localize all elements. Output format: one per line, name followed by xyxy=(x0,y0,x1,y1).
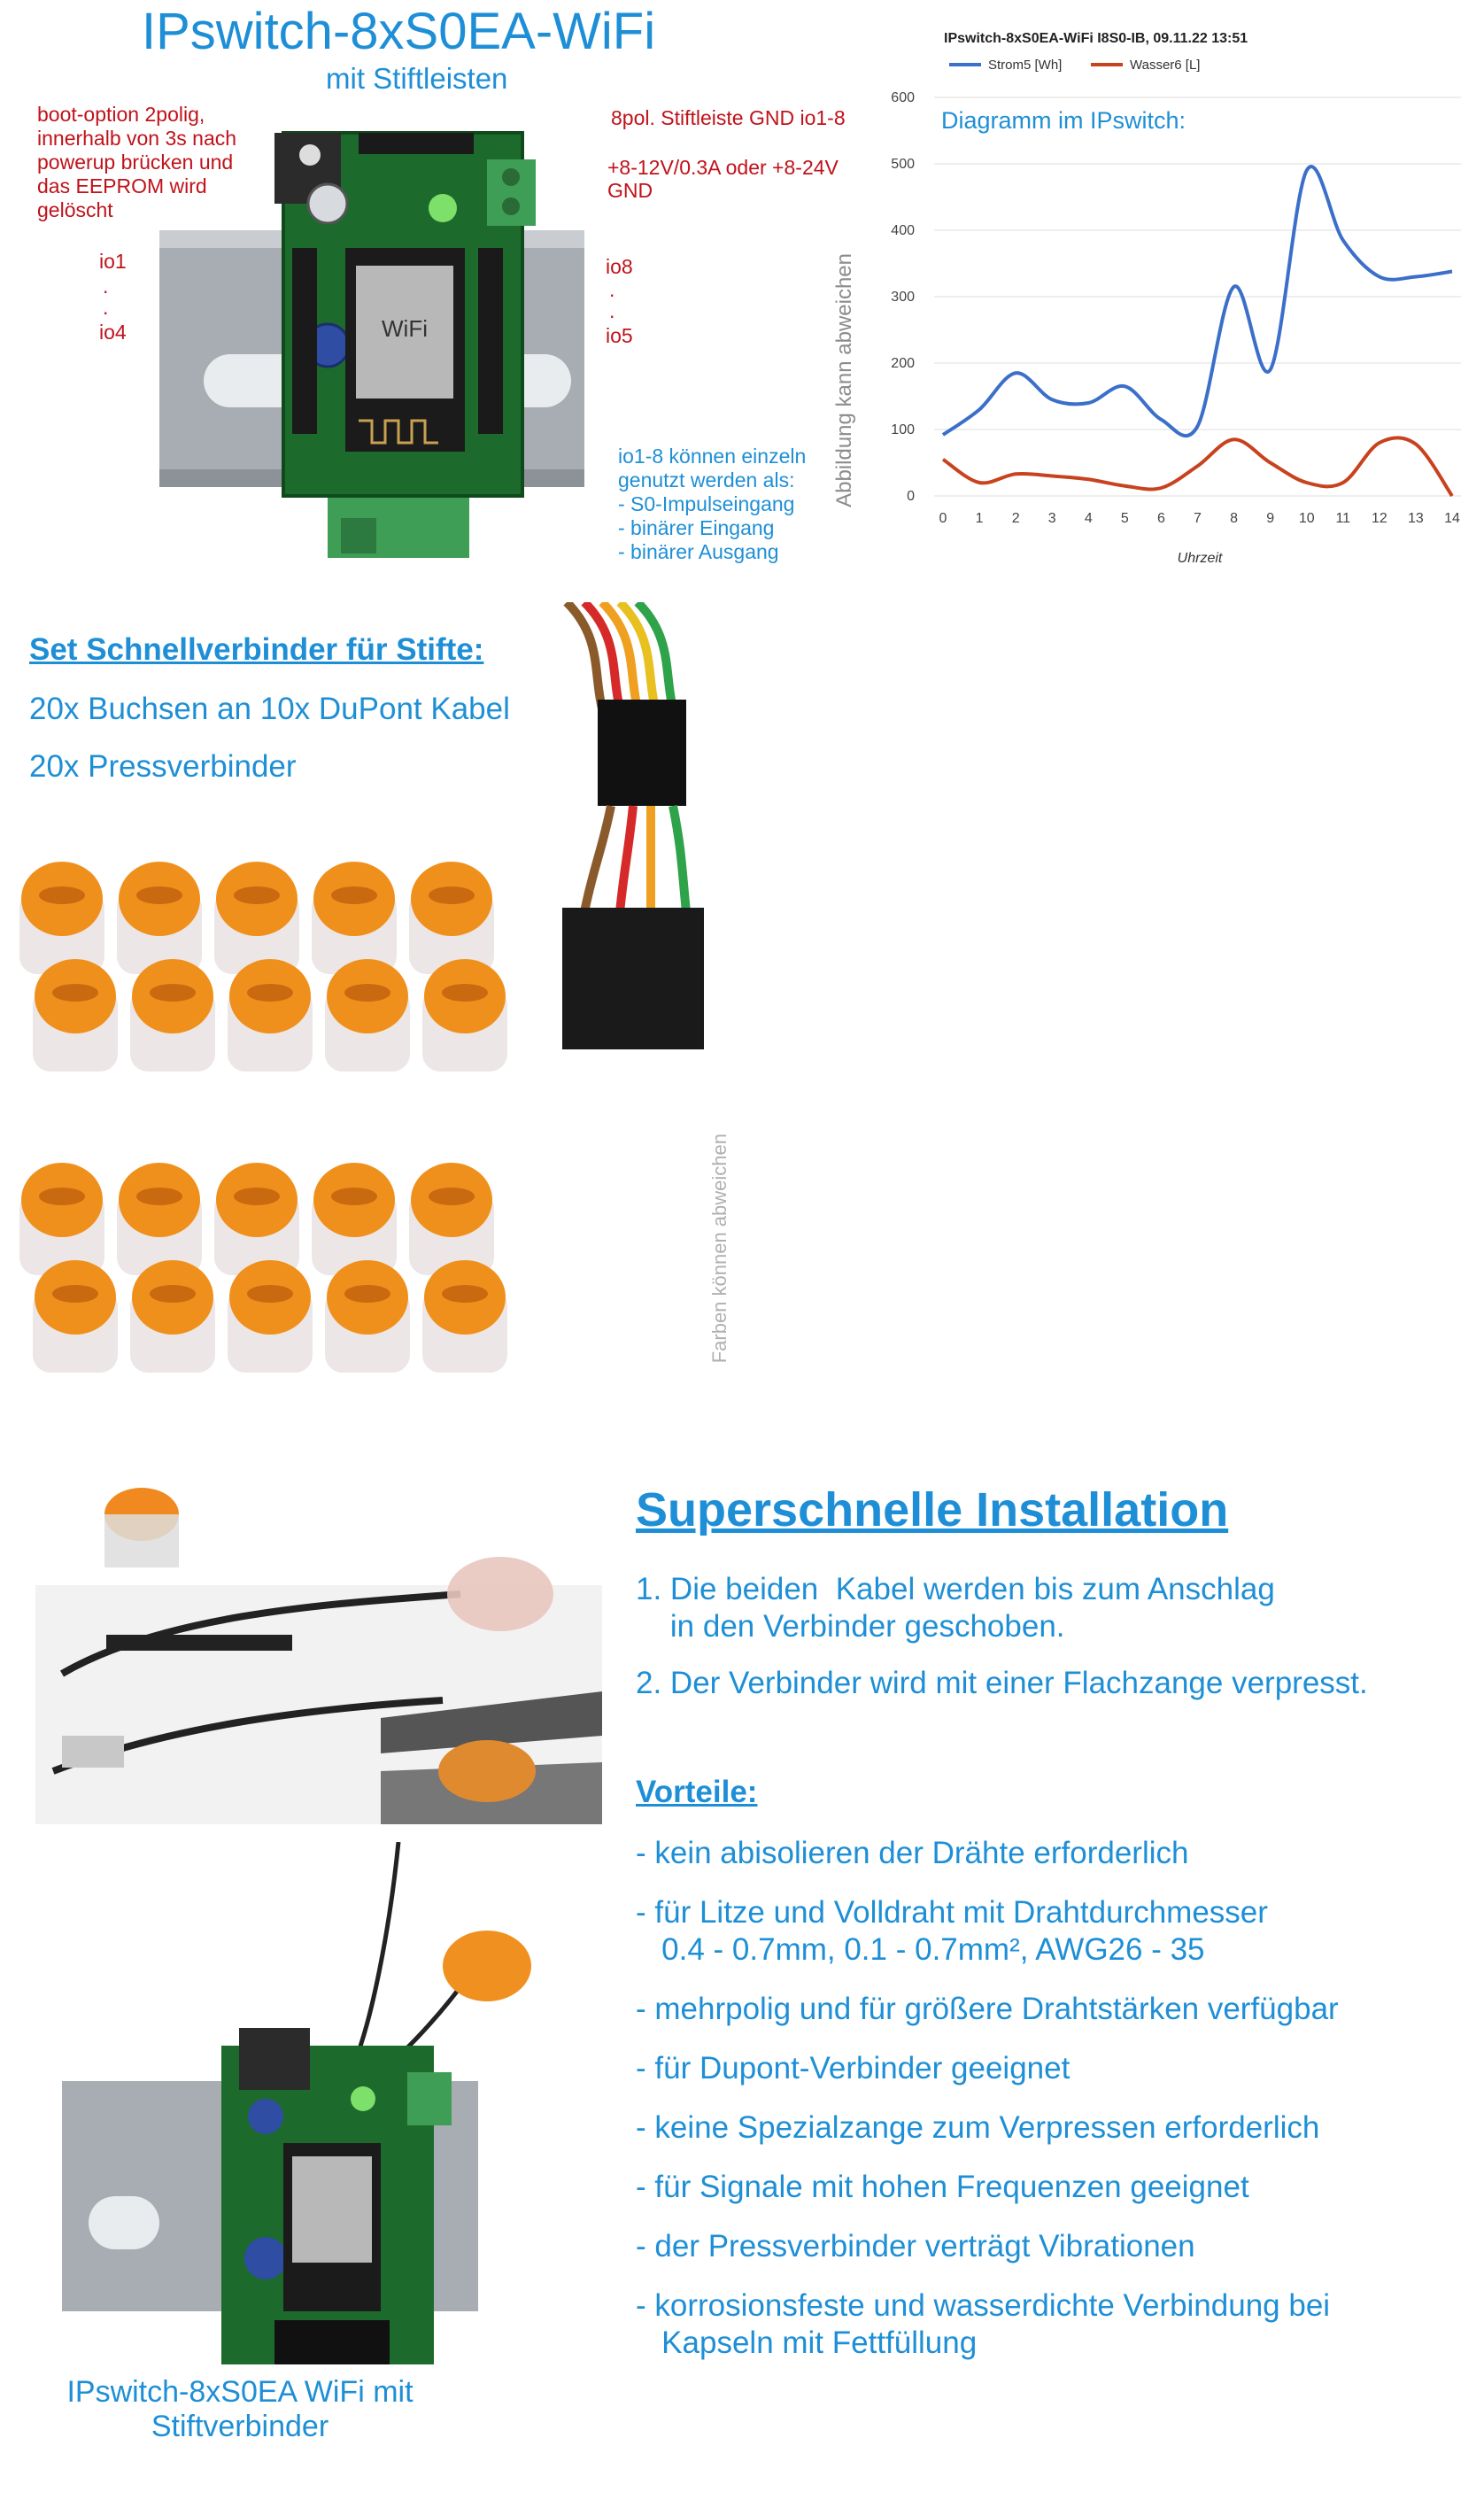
press-connector xyxy=(312,1163,397,1275)
press-connector xyxy=(130,959,215,1072)
colors-may-differ-note: Farben können abweichen xyxy=(708,1134,730,1364)
press-connector xyxy=(325,959,410,1072)
series-line xyxy=(943,437,1452,496)
press-connector xyxy=(422,1260,507,1373)
x-axis xyxy=(939,511,1460,526)
advantage-item: Kapseln mit Fettfüllung xyxy=(636,2325,978,2360)
io5-label: io5 xyxy=(606,324,633,347)
chart-title: IPswitch-8xS0EA-WiFi I8S0-IB, 09.11.22 13:51 xyxy=(944,31,1248,46)
press-connector xyxy=(33,1260,118,1373)
x-tick-label: 5 xyxy=(1120,511,1129,526)
legend-entry: Wasser6 [L] xyxy=(1130,58,1201,73)
advantage-item: - keine Spezialzange zum Verpressen erforderlich xyxy=(636,2110,1320,2145)
press-connector xyxy=(19,862,104,974)
product-title: IPswitch-8xS0EA-WiFi xyxy=(142,3,656,60)
device-photo xyxy=(151,115,611,567)
annotation-line: das EEPROM wird xyxy=(37,174,207,197)
press-connector xyxy=(19,1163,104,1275)
press-connector xyxy=(312,862,397,974)
install-step: in den Verbinder geschoben. xyxy=(636,1609,1065,1644)
press-connector xyxy=(130,1260,215,1373)
press-connector xyxy=(214,862,299,974)
chart-series xyxy=(943,166,1452,496)
x-tick-label: 3 xyxy=(1047,511,1056,526)
device-with-connector-photo xyxy=(53,1842,549,2373)
advantage-item: - für Signale mit hohen Frequenzen geeignet xyxy=(636,2170,1249,2204)
product-subtitle: mit Stiftleisten xyxy=(326,62,508,95)
x-tick-label: 8 xyxy=(1230,511,1239,526)
io-dot: . xyxy=(103,275,109,298)
x-axis-label: Uhrzeit xyxy=(1177,551,1223,566)
press-connector xyxy=(228,1260,313,1373)
io-usage-note xyxy=(618,445,806,564)
annotation-line: gelöscht xyxy=(37,198,113,221)
install-step: 1. Die beiden Kabel werden bis zum Anschlag xyxy=(636,1572,1275,1606)
x-tick-label: 0 xyxy=(939,511,947,526)
x-tick-label: 2 xyxy=(1011,511,1020,526)
advantage-item: - kein abisolieren der Drähte erforderlich xyxy=(636,1836,1189,1870)
line-chart xyxy=(850,18,1470,584)
usage-line: genutzt werden als: xyxy=(618,468,795,491)
x-tick-label: 11 xyxy=(1335,511,1351,526)
io-dot: . xyxy=(609,278,615,301)
x-tick-label: 10 xyxy=(1298,511,1315,526)
x-tick-label: 7 xyxy=(1194,511,1202,526)
press-connector xyxy=(422,959,507,1072)
caption-line: Stiftverbinder xyxy=(151,2410,329,2443)
press-connectors-photo xyxy=(18,832,531,1098)
set-line-connectors: 20x Pressverbinder xyxy=(29,749,297,784)
header-annotation: 8pol. Stiftleiste GND io1-8 xyxy=(611,106,846,129)
advantage-item: - für Dupont-Verbinder geeignet xyxy=(636,2051,1070,2086)
usage-line: - S0-Impulseingang xyxy=(618,492,795,515)
x-tick-label: 12 xyxy=(1371,511,1387,526)
press-connector xyxy=(117,1163,202,1275)
x-tick-label: 14 xyxy=(1444,511,1460,526)
usage-line: io1-8 können einzeln xyxy=(618,445,807,468)
x-tick-label: 13 xyxy=(1408,511,1424,526)
io-dot: . xyxy=(103,296,109,319)
y-tick-label: 100 xyxy=(891,422,915,437)
advantage-item: 0.4 - 0.7mm, 0.1 - 0.7mm², AWG26 - 35 xyxy=(636,1932,1205,1967)
power-annotation: +8-12V/0.3A oder +8-24V xyxy=(607,156,839,179)
usage-line: - binärer Eingang xyxy=(618,516,775,539)
x-tick-label: 4 xyxy=(1084,511,1093,526)
wifi-label: WiFi xyxy=(382,315,428,342)
advantage-item: - korrosionsfeste und wasserdichte Verbindung bei xyxy=(636,2288,1331,2323)
series-line xyxy=(943,166,1452,436)
y-tick-label: 400 xyxy=(891,223,915,238)
press-connector xyxy=(117,862,202,974)
io-dot: . xyxy=(609,299,615,322)
annotation-line: powerup brücken und xyxy=(37,151,234,174)
y-tick-label: 300 xyxy=(891,290,915,305)
x-tick-label: 9 xyxy=(1266,511,1275,526)
advantage-item: - mehrpolig und für größere Drahtstärken verfügbar xyxy=(636,1992,1339,2026)
set-line-cables: 20x Buchsen an 10x DuPont Kabel xyxy=(29,692,510,726)
advantage-item: - der Pressverbinder verträgt Vibrationen xyxy=(636,2229,1195,2264)
bottom-caption xyxy=(50,2375,430,2444)
advantages-list xyxy=(636,1835,1339,2362)
y-axis xyxy=(891,90,915,504)
y-tick-label: 200 xyxy=(891,356,915,371)
press-connector xyxy=(33,959,118,1072)
y-tick-label: 600 xyxy=(891,90,915,105)
annotation-line: boot-option 2polig, xyxy=(37,103,205,126)
dupont-cables-photo xyxy=(549,602,726,1080)
io1-label: io1 xyxy=(99,250,127,273)
chart-overlay-label: Diagramm im IPswitch: xyxy=(941,107,1186,134)
y-tick-label: 500 xyxy=(891,157,915,172)
chart-legend xyxy=(949,58,1200,73)
press-connector xyxy=(228,959,313,1072)
install-steps xyxy=(636,1571,1368,1702)
advantages-heading: Vorteile: xyxy=(636,1775,758,1809)
image-may-differ-note: Abbildung kann abweichen xyxy=(832,253,856,507)
x-tick-label: 1 xyxy=(975,511,984,526)
install-heading: Superschnelle Installation xyxy=(636,1483,1229,1536)
x-tick-label: 6 xyxy=(1156,511,1165,526)
legend-entry: Strom5 [Wh] xyxy=(988,58,1063,73)
press-connectors-photo xyxy=(18,1134,531,1399)
chart-grid xyxy=(934,97,1461,496)
usage-line: - binärer Ausgang xyxy=(618,540,779,563)
caption-line: IPswitch-8xS0EA WiFi mit xyxy=(66,2375,414,2409)
io8-label: io8 xyxy=(606,255,633,278)
io4-label: io4 xyxy=(99,321,127,344)
gnd-annotation: GND xyxy=(607,179,653,202)
set-heading: Set Schnellverbinder für Stifte: xyxy=(29,632,484,667)
y-tick-label: 0 xyxy=(907,489,915,504)
press-connector xyxy=(325,1260,410,1373)
press-connector xyxy=(409,862,494,974)
press-connector xyxy=(409,1163,494,1275)
crimping-photo xyxy=(35,1470,602,1824)
advantage-item: - für Litze und Volldraht mit Drahtdurchmesser xyxy=(636,1895,1268,1930)
annotation-line: innerhalb von 3s nach xyxy=(37,127,237,150)
install-step: 2. Der Verbinder wird mit einer Flachzange verpresst. xyxy=(636,1666,1368,1700)
press-connector xyxy=(214,1163,299,1275)
